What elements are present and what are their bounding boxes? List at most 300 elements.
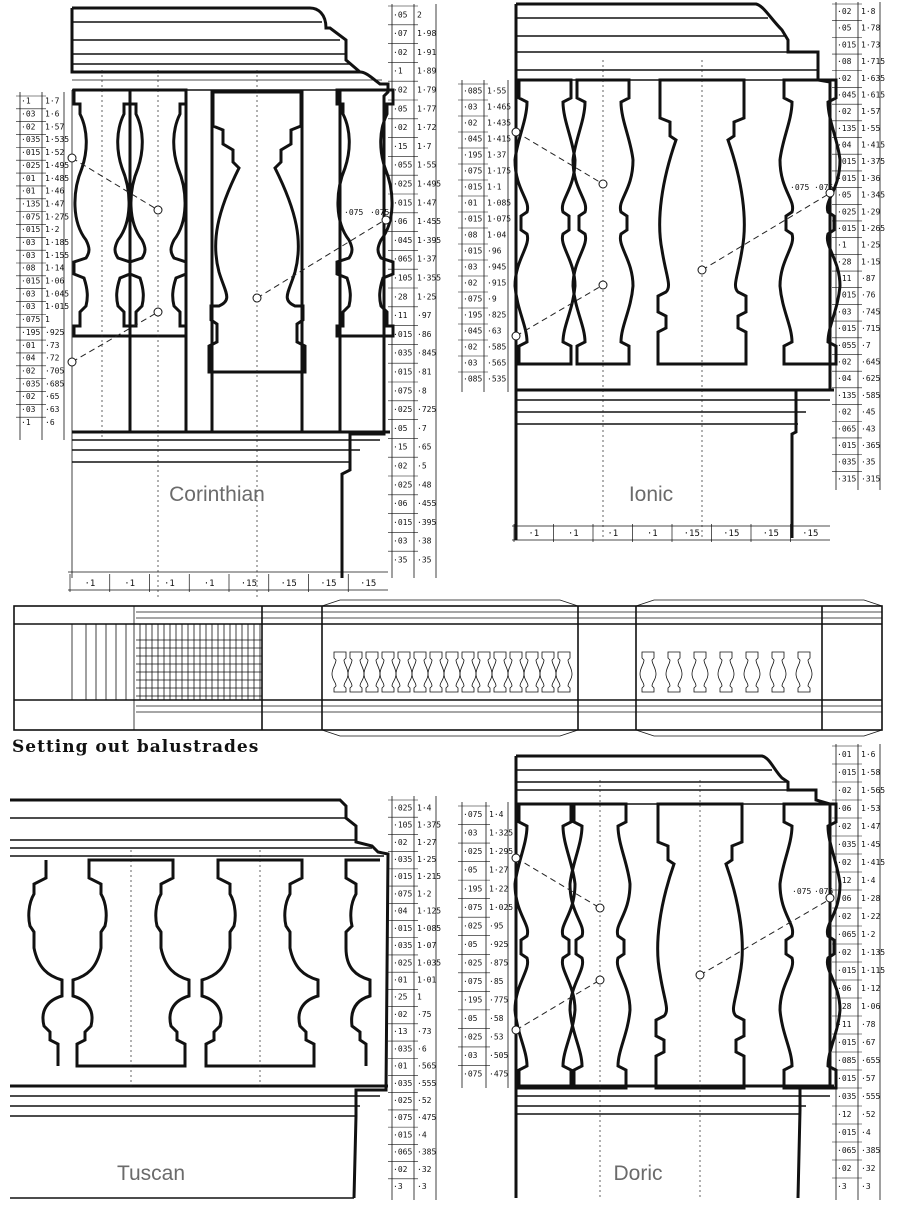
doric-left-dim-increment: ·03 [463,828,478,838]
ionic-elevation [458,2,885,542]
run-baluster [556,652,572,692]
corinthian-right-dim-increment: ·035 [393,348,413,358]
doric-right-dim-increment: ·065 [837,929,857,939]
doric-right-dim-height: 1·28 [861,893,881,903]
corinthian-right-dim-height: ·65 [417,442,432,452]
run-baluster [492,652,508,692]
ionic-right-dim-height: 1·265 [861,223,886,233]
ionic-left-dim-height: ·915 [487,278,507,288]
doric-right-dim-height: ·3 [861,1181,871,1191]
ionic-left-dim-increment: ·03 [463,102,478,112]
ionic-construction-dim: ·075 [790,183,810,192]
doric-right-dim-increment: ·015 [837,965,857,975]
corinthian-left-dim-increment: ·1 [21,96,31,106]
ionic-left-dim-increment: ·085 [463,374,483,384]
ionic-bottom-dim-value: ·15 [802,529,819,539]
ionic-right-dim-increment: ·02 [837,7,852,17]
tuscan-right-dim-height: ·32 [417,1164,432,1174]
tuscan-label: Tuscan [116,1162,186,1185]
tuscan-right-dim-height: ·6 [417,1044,427,1054]
corinthian-left-dim-increment: ·03 [21,109,36,119]
corinthian-left-dim-height: 1 [45,315,50,325]
doric-left-dim-height: 1·4 [489,810,504,820]
corinthian-right-dim-height: ·48 [417,480,432,490]
corinthian-right-dim-increment: ·1 [393,66,403,76]
corinthian-right-dim-height: 1·98 [417,29,437,39]
doric-right-dim-increment: ·035 [837,1091,857,1101]
tuscan-right-dim-increment: ·075 [393,1113,413,1123]
doric-left-dim-increment: ·025 [463,958,483,968]
drawing-caption: Setting out balustrades [12,737,260,757]
tuscan-right-dim-height: 1·125 [417,906,442,916]
doric-right-dim-height: 1·135 [861,947,886,957]
corinthian-right-dim-height: ·86 [417,329,432,339]
ionic-right-dim-height: 1·715 [861,57,886,67]
doric-right-dim-increment: ·3 [837,1181,847,1191]
doric-left-dim-height: 1·295 [489,847,514,857]
doric-right-dim-height: 1·45 [861,839,881,849]
run-baluster [380,652,396,692]
doric-left-dim-increment: ·195 [463,884,483,894]
run-baluster [332,652,348,692]
ionic-label: Ionic [628,483,674,506]
ionic-right-dim-height: 1·36 [861,173,881,183]
corinthian-right-dim-height: 1·495 [417,179,442,189]
corinthian-right-dim-increment: ·35 [393,555,408,565]
corinthian-right-dim-increment: ·05 [393,423,408,433]
ionic-left-dim-increment: ·195 [463,310,483,320]
ionic-right-dim-height: ·585 [861,390,881,400]
corinthian-right-dimensions [388,6,441,564]
tuscan-right-dim-height: 1·375 [417,820,442,830]
run-baluster [540,652,556,692]
ionic-right-dim-increment: ·05 [837,23,852,33]
tuscan-right-dim-increment: ·02 [393,837,408,847]
corinthian-left-dim-height: 1·495 [45,160,70,170]
doric-left-dim-increment: ·05 [463,939,478,949]
run-baluster [428,652,444,692]
ionic-right-dim-height: 1·615 [861,90,886,100]
corinthian-left-dim-increment: ·03 [21,302,36,312]
doric-right-dim-increment: ·02 [837,1163,852,1173]
doric-right-dim-height: ·52 [861,1109,876,1119]
tuscan-right-dim-increment: ·02 [393,1164,408,1174]
corinthian-left-dim-increment: ·1 [21,417,31,427]
doric-left-dim-increment: ·03 [463,1051,478,1061]
tuscan-right-dim-increment: ·04 [393,906,408,916]
doric-right-dim-height: ·67 [861,1037,876,1047]
doric-right-dim-height: 1·2 [861,929,876,939]
corinthian-right-dim-height: 1·395 [417,235,442,245]
doric-right-dim-increment: ·085 [837,1055,857,1065]
tuscan-right-dim-height: ·475 [417,1113,437,1123]
ionic-left-dim-increment: ·01 [463,198,478,208]
run-baluster [364,652,380,692]
tuscan-right-dim-increment: ·025 [393,958,413,968]
corinthian-right-dim-increment: ·015 [393,329,413,339]
corinthian-left-dim-height: ·6 [45,417,55,427]
tuscan-right-dim-height: ·385 [417,1147,437,1157]
ionic-right-dim-increment: ·035 [837,457,857,467]
corinthian-right-dim-increment: ·06 [393,499,408,509]
doric-left-dim-increment: ·05 [463,1013,478,1023]
ionic-left-dim-height: ·825 [487,310,507,320]
doric-right-dim-increment: ·035 [837,839,857,849]
ionic-left-dim-height: ·585 [487,342,507,352]
ionic-left-dim-height: ·63 [487,326,502,336]
doric-right-dim-height: 1·53 [861,803,881,813]
ionic-left-dim-increment: ·03 [463,358,478,368]
ionic-left-dim-increment: ·02 [463,342,478,352]
tuscan-right-dim-increment: ·02 [393,1009,408,1019]
ionic-right-dim-height: 1·55 [861,123,881,133]
ionic-left-dim-height: 1·415 [487,134,512,144]
corinthian-right-dim-increment: ·015 [393,517,413,527]
tuscan-right-dim-height: 1·2 [417,889,432,899]
ionic-right-dim-increment: ·11 [837,274,852,284]
corinthian-right-dim-height: ·8 [417,386,427,396]
tuscan-right-dim-height: 1·25 [417,854,437,864]
corinthian-left-dim-height: 1·6 [45,109,60,119]
doric-right-dim-increment: ·02 [837,785,852,795]
doric-right-dim-height: 1·47 [861,821,881,831]
run-baluster [396,652,412,692]
tuscan-right-dim-increment: ·035 [393,1078,413,1088]
corinthian-left-dim-height: ·72 [45,353,60,363]
corinthian-right-dim-height: 1·355 [417,273,442,283]
ionic-right-dim-height: ·645 [861,357,881,367]
doric-elevation [458,744,885,1200]
tuscan-right-dim-increment: ·105 [393,820,413,830]
corinthian-left-dim-increment: ·075 [21,212,41,222]
ionic-right-dim-height: 1·375 [861,157,886,167]
corinthian-bottom-dim-value: ·15 [280,579,297,589]
corinthian-right-dim-height: ·97 [417,311,432,321]
corinthian-left-dim-increment: ·015 [21,148,41,158]
corinthian-right-dim-increment: ·025 [393,480,413,490]
run-baluster [770,652,786,692]
corinthian-right-dim-height: ·845 [417,348,437,358]
corinthian-right-dim-height: ·725 [417,405,437,415]
doric-construction-dim: ·075 [792,887,812,896]
tuscan-right-dim-increment: ·025 [393,803,413,813]
tuscan-right-dim-height: 1 [417,992,422,1002]
tuscan-right-dim-increment: ·3 [393,1182,403,1192]
corinthian-left-dim-increment: ·02 [21,366,36,376]
doric-left-dim-height: ·505 [489,1051,509,1061]
corinthian-left-dim-height: 1·045 [45,289,70,299]
doric-left-dim-height: 1·325 [489,828,514,838]
tuscan-right-dim-increment: ·25 [393,992,408,1002]
doric-right-dim-increment: ·06 [837,983,852,993]
doric-right-dim-increment: ·06 [837,803,852,813]
ionic-left-dim-increment: ·015 [463,182,483,192]
ionic-left-dim-increment: ·02 [463,118,478,128]
ionic-right-dim-increment: ·02 [837,407,852,417]
corinthian-left-dim-height: ·705 [45,366,65,376]
corinthian-right-dim-increment: ·025 [393,179,413,189]
doric-left-dim-height: ·53 [489,1032,504,1042]
tuscan-right-dim-increment: ·075 [393,889,413,899]
corinthian-left-dim-increment: ·08 [21,263,36,273]
corinthian-right-dim-increment: ·02 [393,85,408,95]
corinthian-left-dim-increment: ·025 [21,160,41,170]
tuscan-right-dim-increment: ·13 [393,1027,408,1037]
ionic-bottom-dim-value: ·15 [683,529,700,539]
tuscan-elevation [10,796,441,1200]
corinthian-left-dim-increment: ·015 [21,276,41,286]
ionic-right-dim-increment: ·015 [837,324,857,334]
ionic-right-dim-height: 1·415 [861,140,886,150]
doric-left-dim-height: ·775 [489,995,509,1005]
run-baluster [348,652,364,692]
doric-left-dim-increment: ·075 [463,976,483,986]
ionic-left-dim-height: 1·465 [487,102,512,112]
doric-right-dim-increment: ·11 [837,1019,852,1029]
doric-right-dim-height: 1·22 [861,911,881,921]
corinthian-left-dim-height: 1·57 [45,122,65,132]
ionic-left-dim-increment: ·075 [463,294,483,304]
corinthian-left-dim-height: 1·06 [45,276,65,286]
tuscan-right-dim-height: 1·07 [417,941,437,951]
run-baluster [692,652,708,692]
corinthian-left-dim-height: 1·14 [45,263,65,273]
tuscan-right-dim-height: ·3 [417,1182,427,1192]
corinthian-right-dim-increment: ·11 [393,311,408,321]
corinthian-left-dim-increment: ·03 [21,405,36,415]
corinthian-right-dim-height: 1·37 [417,254,437,264]
ionic-left-dim-height: 1·04 [487,230,507,240]
tuscan-right-dim-height: 1·085 [417,923,442,933]
ionic-bottom-dim-value: ·1 [528,529,540,539]
ionic-left-dimensions [458,84,511,384]
tuscan-right-dim-increment: ·035 [393,941,413,951]
doric-right-dim-increment: ·015 [837,1037,857,1047]
ionic-bottom-dim-value: ·15 [762,529,779,539]
doric-right-dim-height: 1·12 [861,983,881,993]
doric-construction-dim: ·075 [814,887,834,896]
run-baluster [524,652,540,692]
ionic-right-dim-height: ·35 [861,457,876,467]
tuscan-right-dim-height: ·73 [417,1027,432,1037]
doric-right-dim-increment: ·01 [837,749,852,759]
corinthian-left-dim-increment: ·015 [21,225,41,235]
ionic-left-dim-height: 1·37 [487,150,507,160]
tuscan-right-dim-height: 1·035 [417,958,442,968]
doric-right-dim-height: ·32 [861,1163,876,1173]
doric-left-dim-increment: ·025 [463,1032,483,1042]
ionic-left-dim-increment: ·02 [463,278,478,288]
ionic-right-dim-increment: ·015 [837,157,857,167]
ionic-bottom-dimensions [514,524,818,542]
corinthian-elevation [16,4,441,600]
corinthian-left-dim-height: 1·2 [45,225,60,235]
ionic-left-dim-increment: ·195 [463,150,483,160]
corinthian-bottom-dim-value: ·1 [203,579,215,589]
ionic-right-dim-increment: ·315 [837,474,857,484]
ionic-right-dim-increment: ·025 [837,207,857,217]
ionic-left-dim-increment: ·03 [463,262,478,272]
corinthian-right-dim-height: 1·7 [417,141,432,151]
doric-label: Doric [613,1162,663,1185]
doric-right-dim-height: ·57 [861,1073,876,1083]
doric-right-dim-height: 1·4 [861,875,876,885]
corinthian-bottom-dim-value: ·15 [320,579,337,589]
doric-right-dim-increment: ·02 [837,911,852,921]
doric-left-dim-height: ·85 [489,976,504,986]
corinthian-right-dim-height: ·81 [417,367,432,377]
corinthian-right-dim-increment: ·015 [393,367,413,377]
corinthian-right-dim-increment: ·05 [393,104,408,114]
ionic-left-dim-height: 1·1 [487,182,502,192]
corinthian-right-dim-increment: ·055 [393,160,413,170]
corinthian-right-dim-height: ·35 [417,555,432,565]
corinthian-left-dim-height: 1·7 [45,96,60,106]
ionic-right-dim-height: 1·345 [861,190,886,200]
doric-left-dim-height: ·58 [489,1013,504,1023]
tuscan-right-dim-increment: ·015 [393,872,413,882]
corinthian-right-dim-increment: ·075 [393,386,413,396]
ionic-right-dim-increment: ·055 [837,340,857,350]
ionic-right-dim-increment: ·05 [837,190,852,200]
ionic-right-dim-height: 1·73 [861,40,881,50]
ionic-right-dim-increment: ·015 [837,173,857,183]
doric-right-dim-height: 1·415 [861,857,886,867]
ionic-left-dim-increment: ·045 [463,134,483,144]
ionic-bottom-dim-value: ·15 [723,529,740,539]
corinthian-bottom-dim-value: ·15 [359,579,377,589]
corinthian-right-dim-height: 2 [417,10,422,20]
corinthian-right-dim-height: 1·455 [417,217,442,227]
corinthian-right-dim-height: 1·91 [417,47,437,57]
corinthian-left-dim-increment: ·135 [21,199,41,209]
corinthian-right-dim-increment: ·045 [393,235,413,245]
ionic-left-dim-height: ·535 [487,374,507,384]
ionic-left-dim-increment: ·015 [463,246,483,256]
ionic-bottom-dim-value: ·1 [607,529,619,539]
corinthian-right-dim-height: ·395 [417,517,437,527]
tuscan-right-dim-height: 1·4 [417,803,432,813]
ionic-right-dim-increment: ·04 [837,374,852,384]
corinthian-right-dim-increment: ·05 [393,10,408,20]
tuscan-right-dim-increment: ·065 [393,1147,413,1157]
corinthian-left-dim-height: 1·47 [45,199,65,209]
ionic-right-dim-increment: ·1 [837,240,847,250]
corinthian-right-dim-increment: ·025 [393,405,413,415]
corinthian-construction-dim: ·075 [344,208,364,217]
corinthian-left-dim-height: 1·275 [45,212,70,222]
corinthian-left-dim-height: ·65 [45,392,60,402]
corinthian-left-dim-increment: ·035 [21,135,41,145]
run-baluster [508,652,524,692]
doric-right-dim-height: 1·6 [861,749,876,759]
corinthian-right-dim-height: 1·55 [417,160,437,170]
corinthian-left-dim-height: 1·155 [45,250,70,260]
doric-right-dim-increment: ·065 [837,1145,857,1155]
doric-left-dim-height: 1·27 [489,865,509,875]
ionic-bottom-dim-value: ·1 [646,529,658,539]
doric-left-dim-increment: ·075 [463,810,483,820]
corinthian-right-dim-height: 1·79 [417,85,437,95]
ionic-left-dim-increment: ·08 [463,230,478,240]
doric-left-dim-height: ·95 [489,921,504,931]
ionic-right-dim-height: ·625 [861,374,881,384]
corinthian-construction-dim: ·075 [370,208,390,217]
doric-right-dim-height: ·4 [861,1127,871,1137]
corinthian-right-dim-increment: ·02 [393,123,408,133]
tuscan-right-dim-height: ·565 [417,1061,437,1071]
doric-left-dim-height: ·925 [489,939,509,949]
doric-left-dim-increment: ·075 [463,1069,483,1079]
tuscan-right-dim-increment: ·01 [393,975,408,985]
run-baluster [718,652,734,692]
corinthian-bottom-dim-value: ·15 [240,579,258,589]
doric-left-dim-height: 1·025 [489,902,514,912]
ionic-left-dim-height: ·945 [487,262,507,272]
ionic-right-dim-increment: ·03 [837,307,852,317]
ionic-right-dim-height: 1·25 [861,240,881,250]
corinthian-left-dimensions [16,96,69,427]
balustrade-run-elevation [14,600,882,736]
ionic-right-dim-height: ·745 [861,307,881,317]
ionic-right-dim-increment: ·135 [837,123,857,133]
ionic-construction-dim: ·075 [814,183,834,192]
tuscan-right-dim-increment: ·01 [393,1061,408,1071]
run-baluster [744,652,760,692]
ionic-right-dim-height: ·43 [861,424,876,434]
corinthian-right-dim-increment: ·015 [393,198,413,208]
corinthian-right-dim-increment: ·28 [393,292,408,302]
ionic-right-dim-increment: ·065 [837,424,857,434]
ionic-left-dim-height: 1·075 [487,214,512,224]
ionic-right-dim-height: ·87 [861,274,876,284]
ionic-right-dim-increment: ·08 [837,57,852,67]
ionic-right-dim-increment: ·02 [837,107,852,117]
corinthian-right-dim-height: ·38 [417,536,432,546]
ionic-left-dim-height: ·9 [487,294,497,304]
doric-right-dimensions [832,746,885,1191]
ionic-left-dim-height: ·565 [487,358,507,368]
ionic-left-dim-increment: ·045 [463,326,483,336]
corinthian-left-dim-height: ·73 [45,340,60,350]
corinthian-right-dim-height: ·455 [417,499,437,509]
ionic-right-dim-increment: ·015 [837,223,857,233]
corinthian-left-dim-height: 1·485 [45,173,70,183]
doric-left-dim-height: ·475 [489,1069,509,1079]
ionic-right-dim-height: 1·78 [861,23,881,33]
ionic-right-dim-height: 1·8 [861,7,876,17]
doric-left-dim-increment: ·075 [463,902,483,912]
run-baluster [412,652,428,692]
ionic-right-dim-height: 1·57 [861,107,881,117]
ionic-right-dim-height: ·315 [861,474,881,484]
corinthian-left-dim-increment: ·03 [21,238,36,248]
corinthian-left-dim-increment: ·01 [21,186,36,196]
doric-right-dim-increment: ·06 [837,893,852,903]
tuscan-right-dim-height: 1·27 [417,837,437,847]
tuscan-right-dim-increment: ·015 [393,923,413,933]
corinthian-bottom-dimensions [70,574,376,592]
corinthian-left-dim-height: 1·52 [45,148,65,158]
doric-left-dim-increment: ·025 [463,921,483,931]
doric-left-dim-increment: ·05 [463,865,478,875]
doric-right-dim-increment: ·12 [837,875,852,885]
corinthian-bottom-dim-value: ·1 [163,579,175,589]
ionic-left-dim-increment: ·015 [463,214,483,224]
corinthian-label: Corinthian [169,483,265,506]
run-baluster [640,652,656,692]
corinthian-right-dim-increment: ·15 [393,442,408,452]
